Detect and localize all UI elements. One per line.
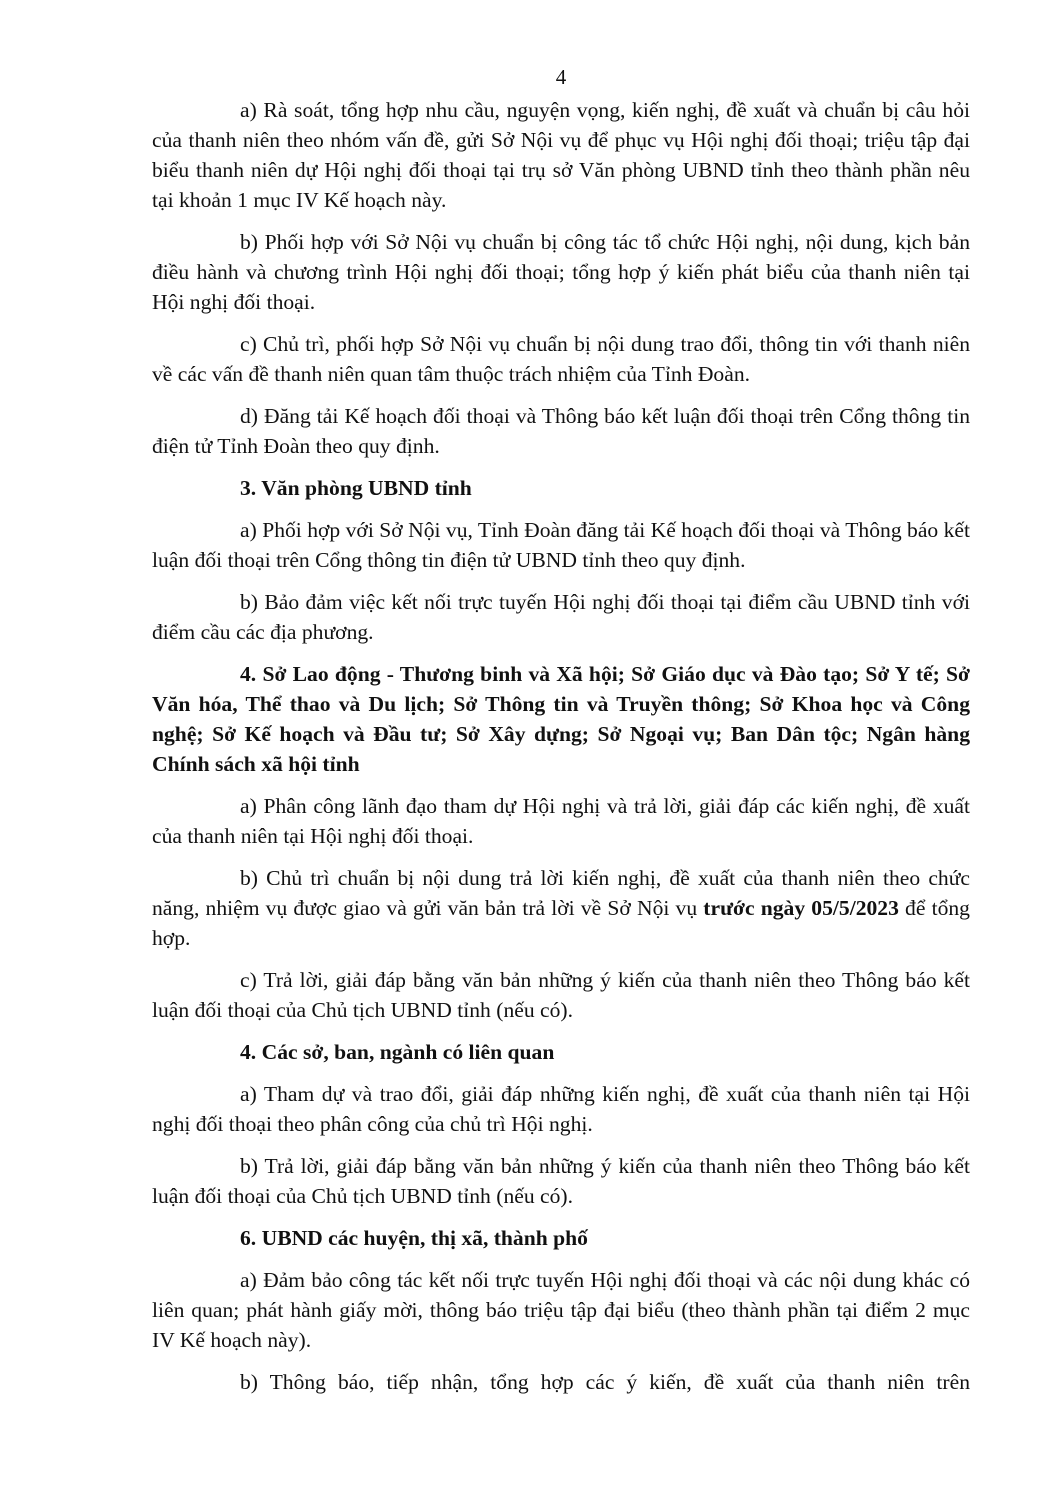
section-heading-4-departments: 4. Sở Lao động - Thương binh và Xã hội; Sở Giáo dục và Đào tạo; Sở Y tế; Sở Văn hóa, Thể thao và Du lịch; Sở Thông tin và Truyền thông; Sở Khoa học và Công nghệ; Sở Kế hoạch và Đầu tư; Sở Xây dựng; Sở Ngoại vụ; Ban Dân tộc; Ngân hàng Chính sách xã hội tỉnh <box>152 662 970 776</box>
paragraph-4a: a) Phân công lãnh đạo tham dự Hội nghị và trả lời, giải đáp các kiến nghị, đề xuất của thanh niên tại Hội nghị đối thoại. <box>152 794 970 848</box>
paragraph-4b <box>152 863 970 953</box>
deadline-bold: trước ngày 05/5/2023 <box>703 896 899 920</box>
paragraph-2a: a) Rà soát, tổng hợp nhu cầu, nguyện vọng, kiến nghị, đề xuất và chuẩn bị câu hỏi của thanh niên theo nhóm vấn đề, gửi Sở Nội vụ để phục vụ Hội nghị đối thoại; triệu tập đại biểu thanh niên dự Hội nghị đối thoại tại trụ sở Văn phòng UBND tỉnh theo thành phần nêu tại khoản 1 mục IV Kế hoạch này. <box>152 98 970 212</box>
paragraph-4b-text: b) Chủ trì chuẩn bị nội dung trả lời kiến nghị, đề xuất của thanh niên theo chức năng, nhiệm vụ được giao và gửi văn bản trả lời về Sở Nội vụ <box>152 866 970 920</box>
section-heading-4-related: 4. Các sở, ban, ngành có liên quan <box>240 1040 555 1064</box>
paragraph-6a: a) Đảm bảo công tác kết nối trực tuyến Hội nghị đối thoại và các nội dung khác có liên quan; phát hành giấy mời, thông báo triệu tập đại biểu (theo thành phần tại điểm 2 mục IV Kế hoạch này). <box>152 1268 970 1352</box>
section-heading-6: 6. UBND các huyện, thị xã, thành phố <box>240 1226 588 1250</box>
page-number: 4 <box>555 65 567 89</box>
section-heading-3: 3. Văn phòng UBND tỉnh <box>240 476 472 500</box>
paragraph-3b: b) Bảo đảm việc kết nối trực tuyến Hội nghị đối thoại tại điểm cầu UBND tỉnh với điểm cầu các địa phương. <box>152 590 970 644</box>
paragraph-2d: d) Đăng tải Kế hoạch đối thoại và Thông báo kết luận đối thoại trên Cổng thông tin điện tử Tỉnh Đoàn theo quy định. <box>152 404 970 458</box>
paragraph-6b: b) Thông báo, tiếp nhận, tổng hợp các ý kiến, đề xuất của thanh niên trên <box>240 1370 970 1394</box>
paragraph-4b-tail: để tổng hợp. <box>152 896 970 950</box>
paragraph-5a: a) Tham dự và trao đổi, giải đáp những kiến nghị, đề xuất của thanh niên tại Hội nghị đối thoại theo phân công của chủ trì Hội nghị. <box>152 1082 970 1136</box>
paragraph-2c: c) Chủ trì, phối hợp Sở Nội vụ chuẩn bị nội dung trao đổi, thông tin với thanh niên về các vấn đề thanh niên quan tâm thuộc trách nhiệm của Tỉnh Đoàn. <box>152 332 970 386</box>
paragraph-4c: c) Trả lời, giải đáp bằng văn bản những ý kiến của thanh niên theo Thông báo kết luận đối thoại của Chủ tịch UBND tỉnh (nếu có). <box>152 968 970 1022</box>
paragraph-5b: b) Trả lời, giải đáp bằng văn bản những ý kiến của thanh niên theo Thông báo kết luận đối thoại của Chủ tịch UBND tỉnh (nếu có). <box>152 1154 970 1208</box>
paragraph-2b: b) Phối hợp với Sở Nội vụ chuẩn bị công tác tổ chức Hội nghị, nội dung, kịch bản điều hành và chương trình Hội nghị đối thoại; tổng hợp ý kiến phát biểu của thanh niên tại Hội nghị đối thoại. <box>152 230 970 314</box>
paragraph-3a: a) Phối hợp với Sở Nội vụ, Tỉnh Đoàn đăng tải Kế hoạch đối thoại và Thông báo kết luận đối thoại trên Cổng thông tin điện tử UBND tỉnh theo quy định. <box>152 518 970 572</box>
document-page <box>152 62 970 1409</box>
